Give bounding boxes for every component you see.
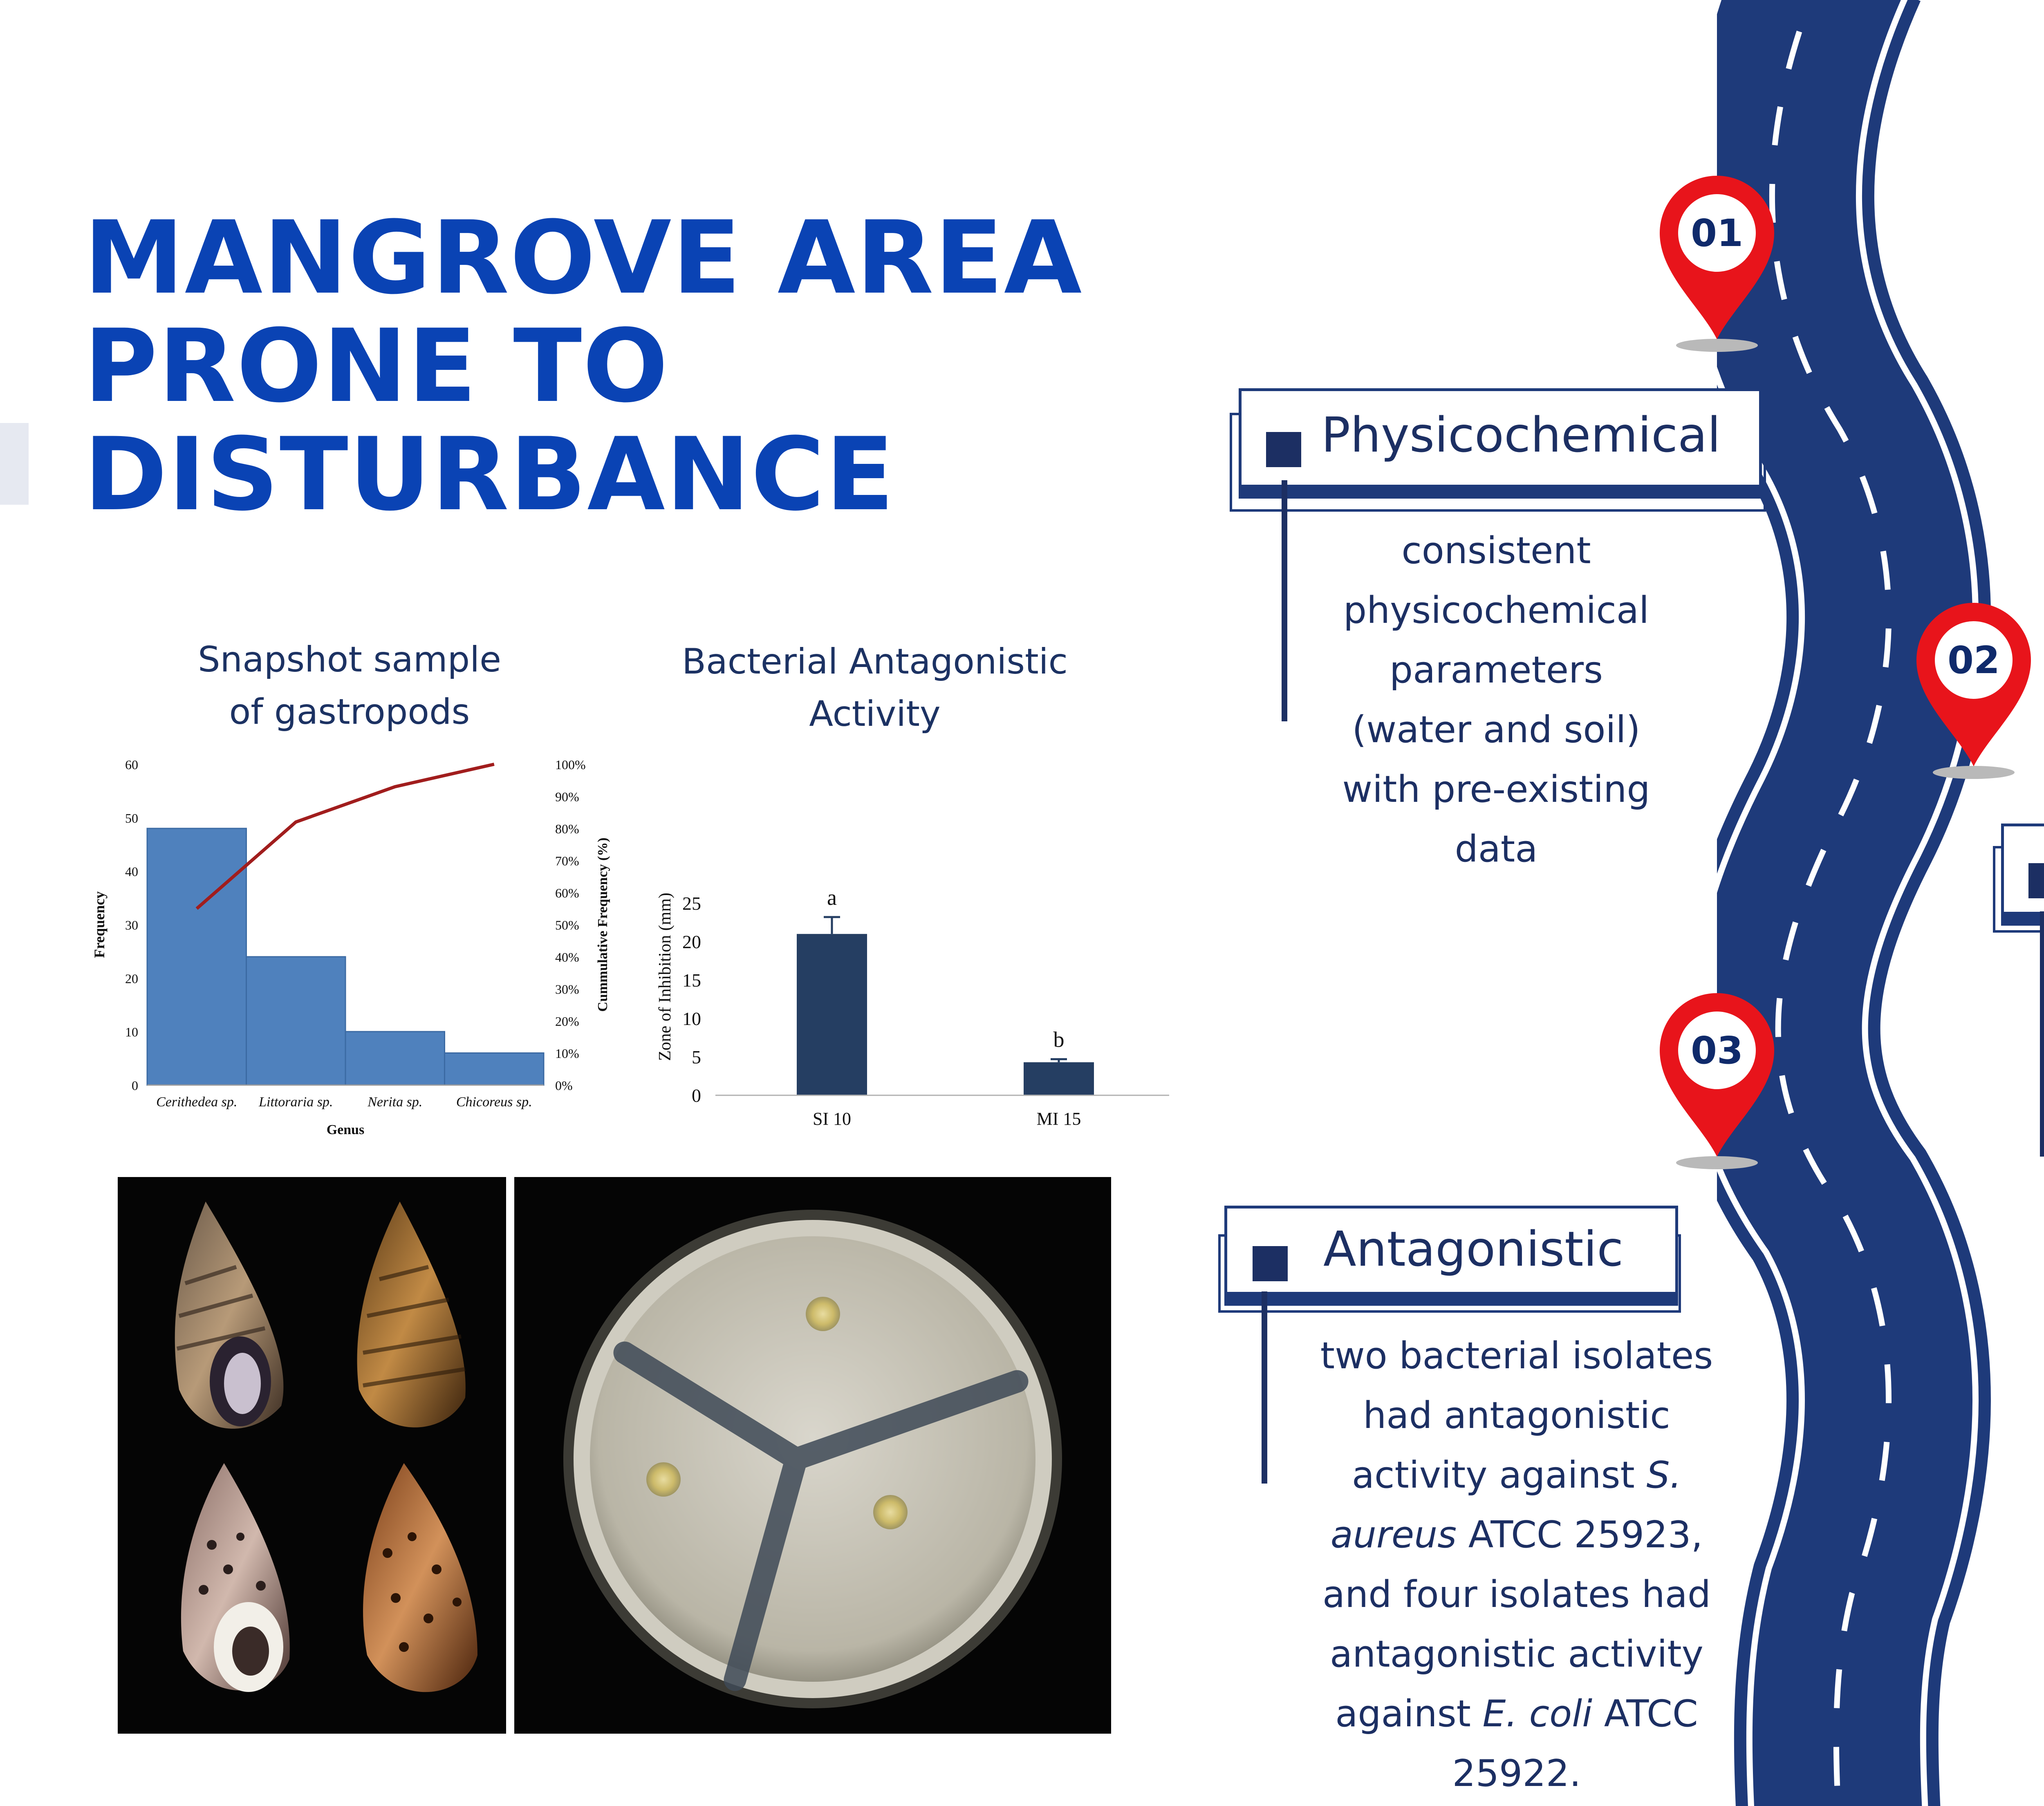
bar <box>247 957 346 1085</box>
bar <box>345 1032 445 1085</box>
antagonistic-bar-chart <box>646 842 1186 1136</box>
caption-line: of gastropods <box>229 692 470 732</box>
bar <box>147 828 247 1085</box>
desc-line: with pre-existing <box>1342 768 1650 811</box>
y-tick-label: 40 <box>125 864 138 879</box>
caption-line: Activity <box>809 694 941 734</box>
y-tick-label: 20 <box>125 971 138 986</box>
y-axis-label: Frequency <box>91 891 108 958</box>
desc-line: parameters <box>1389 649 1603 692</box>
desc-line: had antagonistic <box>1363 1394 1670 1437</box>
caption-line: Bacterial Antagonistic <box>682 641 1068 682</box>
species-name: S. <box>1646 1454 1682 1497</box>
y-tick-label: 10 <box>682 1008 701 1029</box>
y-tick-label: 5 <box>692 1047 701 1067</box>
desc-text: ATCC <box>1592 1692 1698 1735</box>
title-line-2: PRONE TO <box>84 308 669 425</box>
y2-tick-label: 60% <box>555 886 579 900</box>
y2-tick-label: 30% <box>555 982 579 997</box>
connector-line <box>2040 911 2044 1157</box>
y-tick-label: 60 <box>125 757 138 772</box>
y-axis-label: Zone of Inhibition (mm) <box>656 893 675 1061</box>
y-tick-label: 10 <box>125 1025 138 1040</box>
y-tick-label: 25 <box>682 893 701 914</box>
x-tick-label: Littoraria sp. <box>259 1094 333 1110</box>
colony <box>806 1297 840 1331</box>
antagonistic-chart-caption <box>646 636 1104 740</box>
physicochemical-box <box>1239 388 1762 499</box>
y2-tick-label: 0% <box>555 1078 573 1093</box>
title-line-1: MANGROVE AREA <box>84 200 1083 317</box>
x-tick-label: Cerithedea sp. <box>156 1094 238 1110</box>
gastropod-pareto-chart <box>82 748 634 1148</box>
colony <box>646 1462 681 1497</box>
x-axis-label: Genus <box>326 1122 365 1137</box>
x-tick-label: SI 10 <box>812 1109 852 1129</box>
physicochemical-description <box>1288 521 1705 879</box>
x-tick-label: Chicoreus sp. <box>456 1094 532 1110</box>
connector-line <box>1262 1291 1267 1484</box>
decor-square <box>0 423 29 505</box>
y2-tick-label: 20% <box>555 1014 579 1029</box>
y-tick-label: 20 <box>682 931 701 952</box>
bullet-square <box>1253 1246 1288 1281</box>
y-tick-label: 30 <box>125 918 138 933</box>
y2-tick-label: 50% <box>555 918 579 933</box>
page-title <box>84 200 1208 533</box>
desc-line: consistent <box>1401 529 1591 572</box>
pin-02 <box>1908 595 2039 783</box>
significance-label: b <box>1053 1027 1065 1052</box>
species-name: E. coli <box>1482 1692 1593 1735</box>
x-tick-label: MI 15 <box>1036 1109 1081 1129</box>
desc-line <box>1284 1684 1750 1744</box>
y2-tick-label: 10% <box>555 1046 579 1061</box>
species-name: aureus <box>1330 1513 1457 1556</box>
gastropod-shells-photo <box>118 1177 506 1734</box>
y2-axis-label: Cummulative Frequency (%) <box>595 837 610 1012</box>
bar <box>1024 1062 1094 1095</box>
pin-number: 03 <box>1690 1029 1744 1072</box>
gastropod-chart-caption <box>147 633 552 738</box>
pin-03 <box>1652 985 1782 1173</box>
significance-label: a <box>827 885 837 910</box>
box-title: Antagonistic <box>1323 1221 1624 1277</box>
gastropod-box <box>2001 824 2044 926</box>
caption-line: Snapshot sample <box>197 639 502 680</box>
bullet-square <box>1266 432 1301 467</box>
desc-line <box>1284 1505 1750 1565</box>
y2-tick-label: 70% <box>555 853 579 868</box>
y-tick-label: 0 <box>132 1078 138 1093</box>
petri-dish-photo <box>514 1177 1111 1734</box>
colony <box>873 1495 908 1529</box>
box-title: Physicochemical <box>1321 407 1721 463</box>
bar <box>797 934 867 1095</box>
desc-line: and four isolates had <box>1322 1573 1711 1616</box>
desc-line <box>1284 1446 1750 1505</box>
x-tick-label: Nerita sp. <box>368 1094 423 1110</box>
connector-line <box>1282 480 1287 721</box>
desc-text: against <box>1335 1692 1483 1735</box>
y2-tick-label: 100% <box>555 757 586 772</box>
bar <box>445 1053 544 1085</box>
y2-tick-label: 40% <box>555 950 579 965</box>
y2-tick-label: 90% <box>555 789 579 804</box>
desc-line: two bacterial isolates <box>1320 1334 1713 1377</box>
desc-line: physicochemical <box>1343 589 1650 632</box>
pin-number: 02 <box>1947 638 2000 682</box>
y-tick-label: 0 <box>692 1085 701 1106</box>
y-tick-label: 50 <box>125 810 138 826</box>
desc-line: data <box>1455 828 1538 871</box>
antagonistic-box <box>1224 1206 1678 1306</box>
desc-line: antagonistic activity <box>1330 1633 1703 1676</box>
pin-number: 01 <box>1690 211 1744 255</box>
y2-tick-label: 80% <box>555 821 579 836</box>
desc-text: activity against <box>1351 1454 1647 1497</box>
desc-text: ATCC 25923, <box>1457 1513 1703 1556</box>
antagonistic-description <box>1284 1326 1750 1804</box>
desc-line: (water and soil) <box>1352 708 1641 751</box>
bullet-square <box>2028 863 2044 898</box>
title-line-3: DISTURBANCE <box>84 416 895 533</box>
desc-line: 25922. <box>1452 1752 1581 1795</box>
pin-01 <box>1652 168 1782 356</box>
y-tick-label: 15 <box>682 970 701 991</box>
